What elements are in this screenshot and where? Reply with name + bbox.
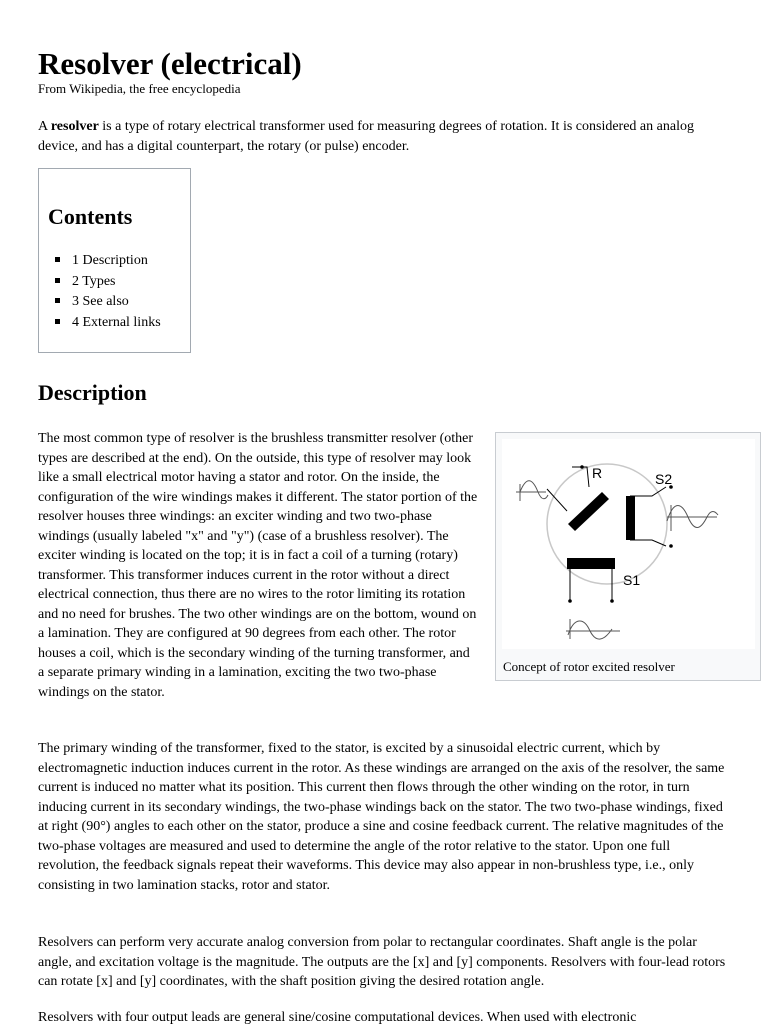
- description-paragraph-2: The primary winding of the transformer, fixed to the stator, is excited by a sinusoidal electric current, which by electromagnetic induction induces current in the rotor. As these windings are arranged on the axis of the resolver, the same current is induced no matter what its position. This current then flows through the other winding on the rotor, in turn inducing current in its secondary windings, the two-phase windings back on the stator. The two two-phase windings, fixed at right (90°) angles to each other on the stator, produce a sine and cosine feedback current. The relative magnitudes of the two-phase voltages are measured and used to determine the angle of the rotor relative to the stator. Upon one full revolution, the feedback signals repeat their waveforms. This device may also appear in non-brushless type, i.e., only consisting in two lamination stacks, rotor and stator.: [38, 741, 725, 893]
- description-paragraph-4: Resolvers with four output leads are general sine/cosine computational devices. When used with electronic: [38, 1010, 637, 1025]
- page-title: Resolver (electrical): [38, 46, 302, 81]
- table-of-contents: [38, 168, 191, 353]
- label-s2: S2: [655, 471, 673, 487]
- toc-list: [72, 251, 161, 333]
- figure-caption: Concept of rotor excited resolver: [503, 659, 675, 674]
- description-paragraph-3: Resolvers can perform very accurate analog conversion from polar to rectangular coordinates. Shaft angle is the polar angle, and excitation voltage is the magnitude. The outputs are the [x] and [y] components. Resolvers with four-lead rotors can rotate [x] and [y] coordinates, with the shaft position giving the desired rotation angle.: [38, 935, 726, 989]
- page-subtitle: From Wikipedia, the free encyclopedia: [38, 81, 241, 96]
- section-heading-description: Description: [38, 380, 147, 405]
- toc-title: Contents: [48, 204, 133, 229]
- intro-paragraph: [38, 117, 734, 156]
- intro-bold-term: resolver: [50, 119, 99, 134]
- toc-item-external-links[interactable]: 4 External links: [72, 313, 161, 334]
- figure-thumbnail: [495, 432, 761, 681]
- label-s1: S1: [623, 572, 641, 588]
- s1-coil: [567, 558, 615, 569]
- resolver-diagram-svg: [502, 439, 755, 649]
- toc-item-description[interactable]: 1 Description: [72, 251, 161, 272]
- rotor-coil: [568, 492, 609, 531]
- intro-prefix: A: [38, 119, 51, 134]
- label-r: R: [592, 465, 603, 481]
- s2-coil: [626, 496, 635, 540]
- description-paragraph-1: The most common type of resolver is the brushless transmitter resolver (other types are described at the end). On the outside, this type of resolver may look like a small electrical motor having a stator and rotor. On the inside, the configuration of the wire windings makes it different. The stator portion of the resolver houses three windings: an exciter winding and two two-phase windings (usually labeled "x" and "y") (case of a brushless resolver). The exciter winding is located on the top; it is in fact a coil of a turning (rotary) transformer. This transformer induces current in the rotor without a direct electrical connection, thus there are no wires to the rotor limiting its rotation and no need for brushes. The two other windings are on the bottom, wound on a lamination. They are configured at 90 degrees from each other. The rotor houses a coil, which is the secondary winding of the turning transformer, and a separate primary winding in a lamination, exciting the two two-phase windings on the stator.: [38, 431, 478, 700]
- toc-item-see-also[interactable]: 3 See also: [72, 292, 161, 313]
- intro-rest: is a type of rotary electrical transformer used for measuring degrees of rotation. It is considered an analog device, and has a digital counterpart, the rotary (or pulse) encoder.: [38, 119, 694, 154]
- resolver-diagram[interactable]: [502, 439, 755, 649]
- toc-item-types[interactable]: 2 Types: [72, 272, 161, 293]
